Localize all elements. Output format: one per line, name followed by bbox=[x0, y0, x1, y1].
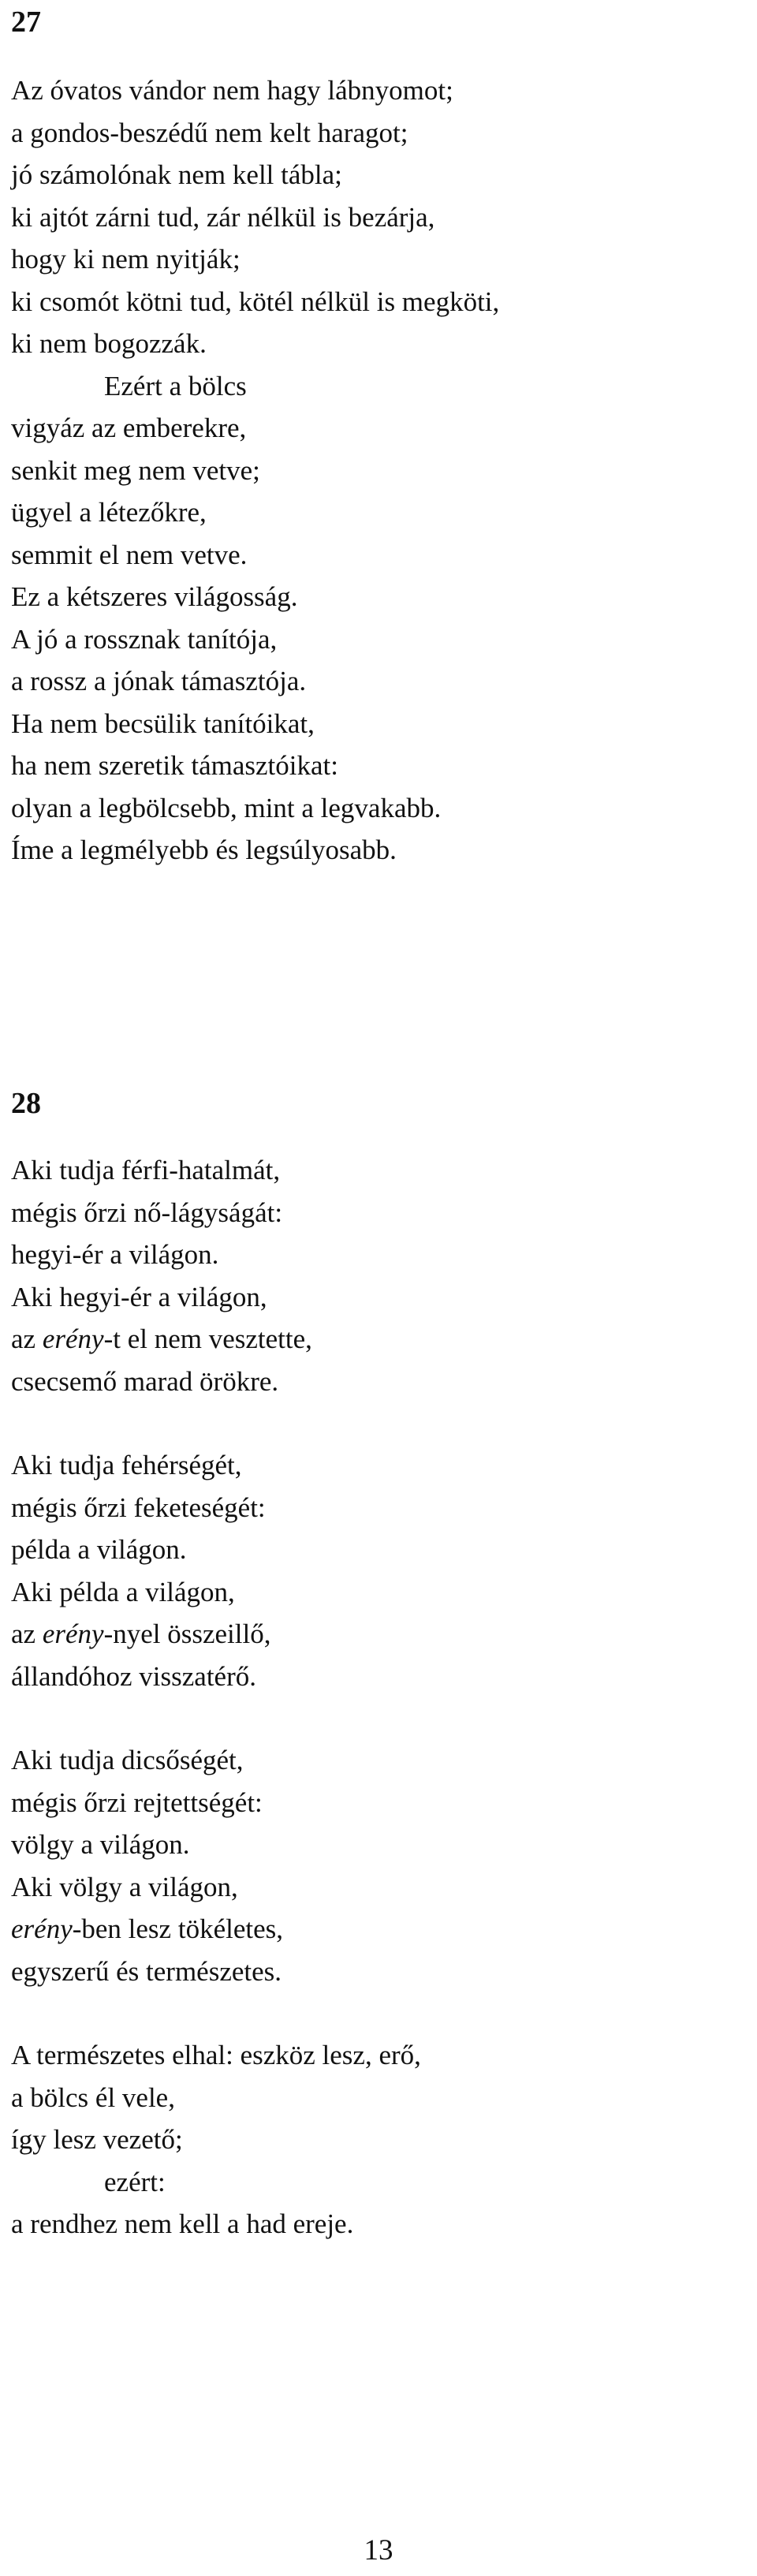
poem-line bbox=[11, 1908, 744, 1951]
poem-line: mégis őrzi rejtettségét: bbox=[11, 1786, 263, 1818]
poem-line: a gondos-beszédű nem kelt haragot; bbox=[11, 117, 408, 148]
poem-line: olyan a legbölcsebb, mint a legvakabb. bbox=[11, 792, 442, 823]
poem-line: hogy ki nem nyitják; bbox=[11, 244, 241, 274]
poem-line: így lesz vezető; bbox=[11, 2124, 183, 2155]
poem-line: vigyáz az emberekre, bbox=[11, 413, 247, 443]
poem-line: Aki tudja dicsőségét, bbox=[11, 1745, 244, 1775]
emphasis-erény: erény bbox=[42, 1618, 104, 1649]
poem-line: Ez a kétszeres világosság. bbox=[11, 581, 298, 612]
poem-line: ha nem szeretik támasztóikat: bbox=[11, 750, 338, 781]
poem-line: semmit el nem vetve. bbox=[11, 539, 248, 570]
line-prefix: az bbox=[11, 1323, 43, 1354]
line-suffix: -ben lesz tökéletes, bbox=[72, 1913, 283, 1944]
poem-line: hegyi-ér a világon. bbox=[11, 1239, 219, 1270]
poem-line: Ha nem becsülik tanítóikat, bbox=[11, 707, 315, 739]
poem-line: Aki hegyi-ér a világon, bbox=[11, 1281, 267, 1312]
poem-line: a rendhez nem kell a had ereje. bbox=[11, 2208, 354, 2239]
emphasis-erény: erény bbox=[42, 1323, 104, 1354]
poem-line: állandóhoz visszatérő. bbox=[11, 1660, 257, 1692]
poem-line: Aki tudja férfi-hatalmát, bbox=[11, 1155, 281, 1185]
poem-line: egyszerű és természetes. bbox=[11, 1955, 282, 1987]
poem-line: Aki völgy a világon, bbox=[11, 1871, 238, 1902]
poem-line: Aki tudja fehérségét, bbox=[11, 1450, 242, 1480]
poem-line: Aki példa a világon, bbox=[11, 1576, 235, 1607]
poem-line: csecsemő marad örökre. bbox=[11, 1365, 279, 1397]
poem-line: mégis őrzi feketeségét: bbox=[11, 1491, 266, 1523]
poem-line: a rossz a jónak támasztója. bbox=[11, 666, 307, 696]
poem-line: mégis őrzi nő-lágyságát: bbox=[11, 1197, 283, 1228]
page-number: 13 bbox=[364, 2534, 393, 2567]
poem-line: a bölcs él vele, bbox=[11, 2081, 175, 2113]
poem-line: Ezért a bölcs bbox=[104, 370, 247, 401]
poem-line: ki csomót kötni tud, kötél nélkül is megköti, bbox=[11, 286, 500, 317]
poem-line: völgy a világon. bbox=[11, 1829, 190, 1860]
poem-line: ezért: bbox=[104, 2166, 166, 2197]
poem-lines bbox=[11, 69, 744, 872]
poem-line bbox=[11, 1613, 744, 1656]
poem-line: senkit meg nem vetve; bbox=[11, 454, 260, 486]
poem-line: Íme a legmélyebb és legsúlyosabb. bbox=[11, 834, 397, 865]
poem-line: ki nem bogozzák. bbox=[11, 328, 207, 359]
line-suffix: -t el nem vesztette, bbox=[103, 1323, 312, 1354]
section-27 bbox=[11, 0, 744, 872]
section-28 bbox=[11, 1085, 744, 2246]
line-prefix: az bbox=[11, 1618, 43, 1649]
poem-line: Az óvatos vándor nem hagy lábnyomot; bbox=[11, 75, 453, 106]
poem-line bbox=[11, 1318, 744, 1361]
poem-line: A jó a rossznak tanítója, bbox=[11, 623, 278, 655]
poem-line: példa a világon. bbox=[11, 1534, 187, 1565]
poem-line: ki ajtót zárni tud, zár nélkül is bezárja, bbox=[11, 201, 435, 233]
line-suffix: -nyel összeillő, bbox=[103, 1618, 271, 1649]
poem-line: ügyel a létezőkre, bbox=[11, 497, 207, 528]
section-number: 28 bbox=[11, 1087, 41, 1120]
poem-line: jó számolónak nem kell tábla; bbox=[11, 159, 342, 190]
poem-line: A természetes elhal: eszköz lesz, erő, bbox=[11, 2040, 421, 2070]
emphasis-erény: erény bbox=[11, 1913, 73, 1944]
poem-lines bbox=[11, 1149, 744, 2246]
section-number: 27 bbox=[11, 6, 41, 39]
